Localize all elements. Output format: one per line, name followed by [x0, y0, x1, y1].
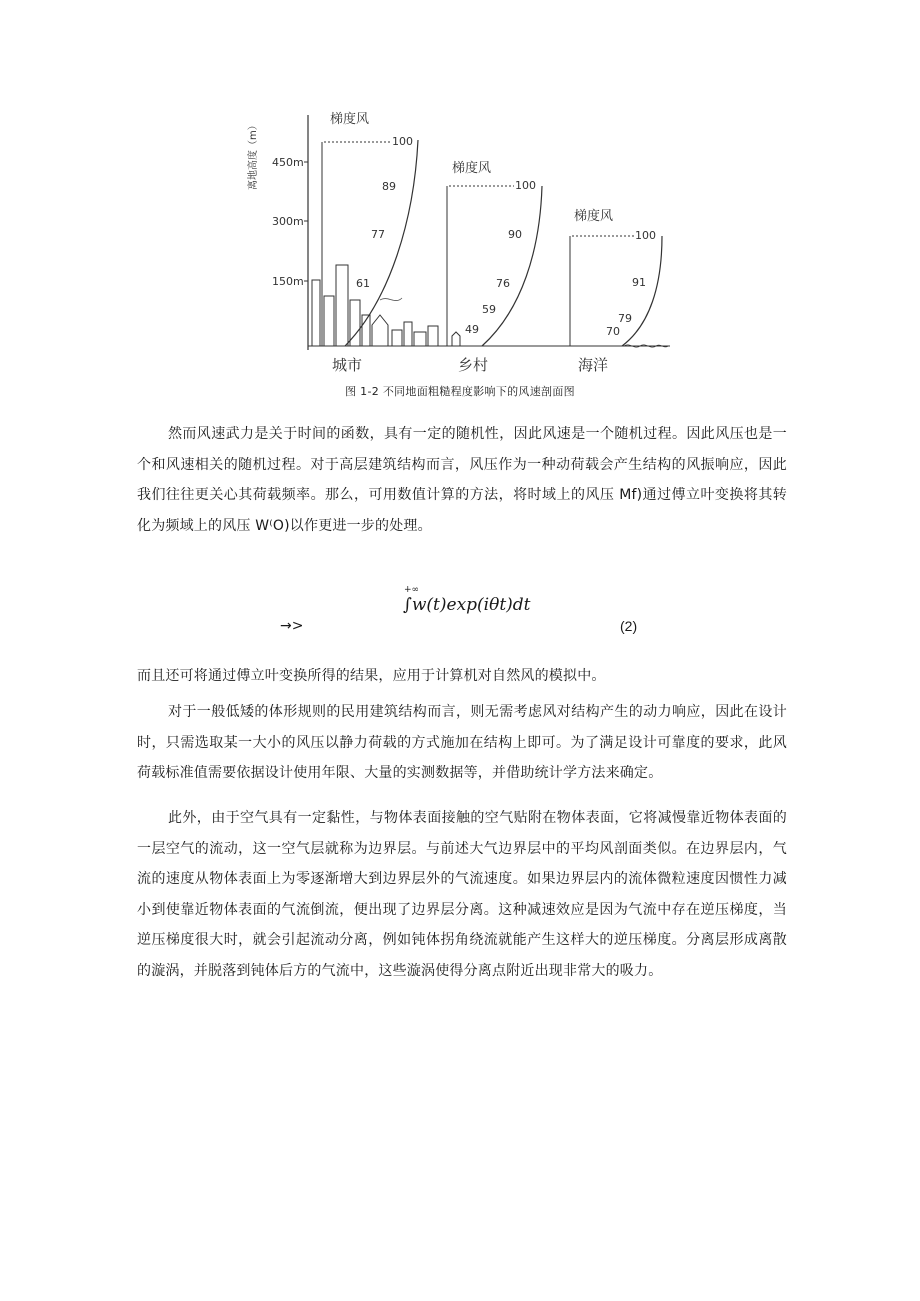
paragraph-2: 而且还可将通过傅立叶变换所得的结果，应用于计算机对自然风的模拟中。 — [137, 668, 606, 684]
sea-label: 海洋 — [578, 356, 609, 374]
sea-v79: 79 — [618, 312, 632, 325]
city-v100: 100 — [392, 135, 413, 148]
equation-number: (2) — [620, 618, 638, 634]
countryside-profile — [447, 160, 542, 374]
city-gradient-label: 梯度风 — [330, 112, 370, 127]
countryside-gradient-label: 梯度风 — [452, 161, 492, 176]
integral-limit: +∞ — [404, 585, 420, 595]
figure-caption: 图 1-2 不同地面粗糙程度影响下的风速剖面图 — [345, 385, 575, 398]
y-tick-150: 150m — [272, 275, 304, 288]
y-tick-300: 300m — [272, 215, 304, 228]
city-profile — [312, 111, 438, 374]
y-tick-450: 450m — [272, 156, 304, 169]
city-v89: 89 — [382, 180, 396, 193]
countryside-v59: 59 — [482, 303, 496, 316]
fourier-integral: ∫w(t)exp(iθt)dt — [403, 595, 531, 615]
wind-profile-diagram — [248, 100, 690, 400]
countryside-v100: 100 — [515, 179, 536, 192]
formula-arrow: →> — [280, 618, 304, 634]
sea-v91: 91 — [632, 276, 646, 289]
sea-gradient-label: 梯度风 — [574, 209, 614, 224]
countryside-v49: 49 — [465, 323, 479, 336]
sea-v100: 100 — [635, 229, 656, 242]
paragraph-4: 此外，由于空气具有一定黏性，与物体表面接触的空气贴附在物体表面，它将减慢靠近物体表面的一层空气的流动，这一空气层就称为边界层。与前述大气边界层中的平均风剖面类似。在边界层内，气流的速度从物体表面上为零逐渐增大到边界层外的气流速度。如果边界层内的流体微粒速度因惯性力减小到使靠近物体表面的气流倒流，便出现了边界层分离。这种减速效应是因为气流中存在逆压梯度，当逆压梯度很大时，就会引起流动分离，例如钝体拐角绕流就能产生这样大的逆压梯度。分离层形成离散的漩涡，并脱落到钝体后方的气流中，这些漩涡使得分离点附近出现非常大的吸力。 — [137, 810, 787, 979]
countryside-v76: 76 — [496, 277, 510, 290]
paragraph-3: 对于一般低矮的体形规则的民用建筑结构而言，则无需考虑风对结构产生的动力响应，因此在设计时，只需选取某一大小的风压以静力荷载的方式施加在结构上即可。为了满足设计可靠度的要求，此风荷载标准值需要依据设计使用年限、大量的实测数据等，并借助统计学方法来确定。 — [137, 704, 787, 781]
countryside-v90: 90 — [508, 228, 522, 241]
paragraph-1: 然而风速武力是关于时间的函数，具有一定的随机性，因此风速是一个随机过程。因此风压也是一个和风速相关的随机过程。对于高层建筑结构而言，风压作为一种动荷载会产生结构的风振响应，因此我们往往更关心其荷载频率。那么，可用数值计算的方法，将时域上的风压 Mf)通过傅立叶变换将其转化为频域上的风压 W⁽O)以作更进一步的处理。 — [137, 426, 787, 534]
countryside-label: 乡村 — [458, 356, 489, 374]
city-label: 城市 — [332, 356, 363, 374]
sea-profile — [570, 208, 668, 374]
wind-profile-figure — [248, 100, 690, 400]
sea-v70: 70 — [606, 325, 620, 338]
city-v77: 77 — [371, 228, 385, 241]
y-axis-title: 离地高度（m） — [248, 120, 259, 190]
city-v61: 61 — [356, 277, 370, 290]
